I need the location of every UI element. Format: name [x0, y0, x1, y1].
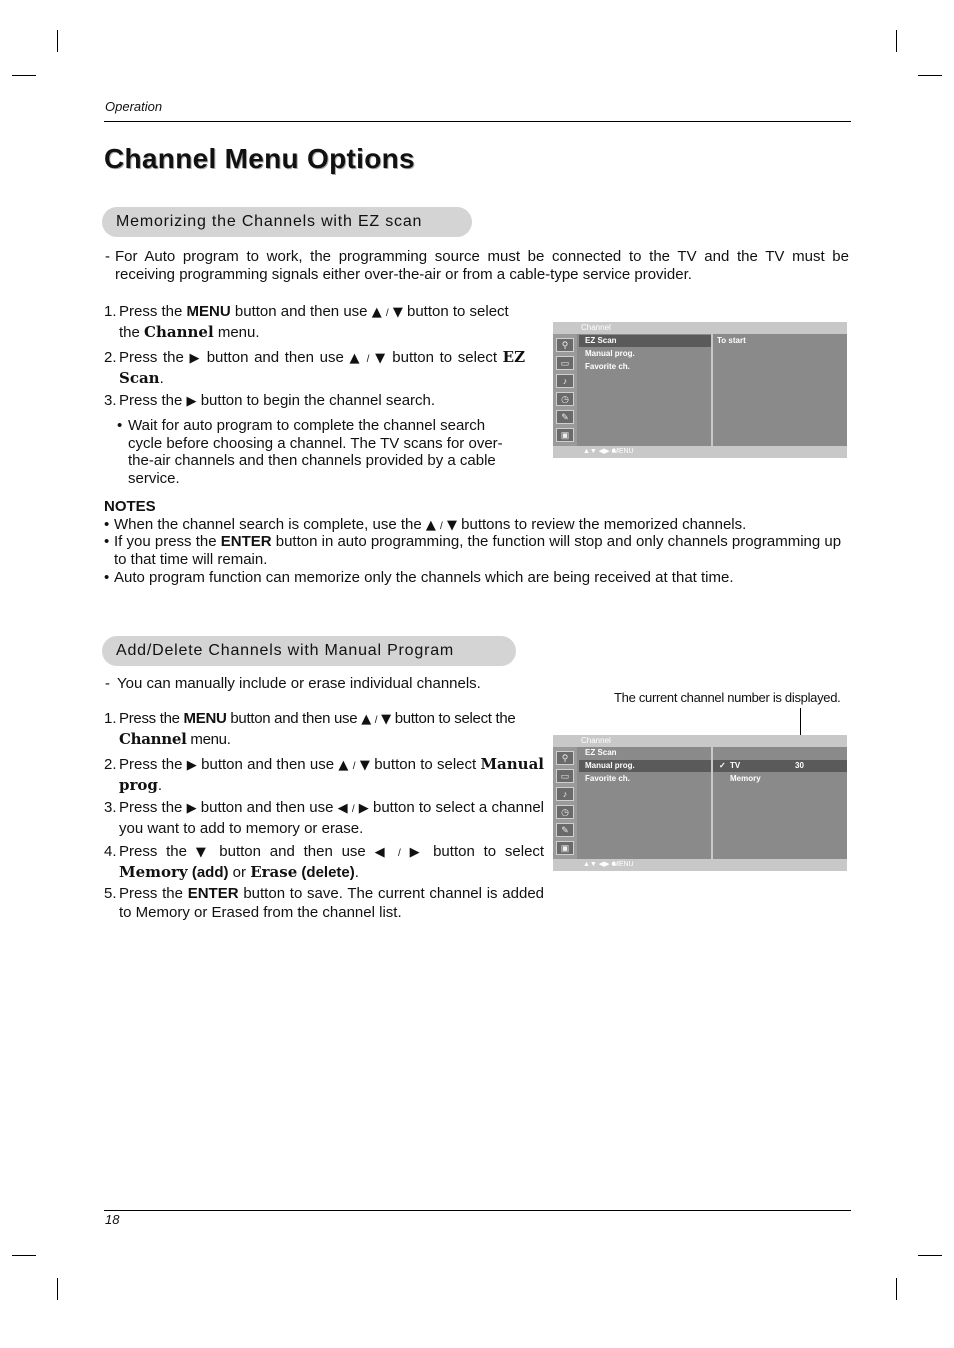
step-text: Press the	[119, 303, 183, 320]
osd-title-bar	[553, 322, 847, 334]
bullet: •	[117, 417, 123, 434]
option-icon: ✎	[556, 823, 574, 837]
bullet: •	[104, 569, 110, 586]
note-text: buttons to review the memorized channels.	[461, 516, 747, 533]
enter-key: ENTER	[187, 885, 239, 902]
step-text: button and then use	[230, 710, 358, 727]
step-text: button to select	[433, 843, 545, 860]
note-item	[104, 569, 852, 587]
right-arrow-icon: ▶	[189, 351, 202, 366]
menu-name: Channel	[119, 730, 187, 748]
slash: /	[366, 354, 370, 365]
osd-item: EZ Scan	[585, 748, 617, 757]
step-text: (add)	[191, 864, 229, 881]
down-arrow-icon: ▼	[375, 351, 387, 366]
intro-paragraph	[104, 248, 849, 284]
step-text: button and then use	[206, 349, 344, 366]
step-text: .	[159, 370, 164, 387]
step-item	[104, 709, 544, 749]
step-item	[104, 884, 544, 922]
section-heading-manual-program	[102, 636, 516, 666]
channel-number: 30	[795, 761, 804, 770]
intro-paragraph	[104, 675, 544, 693]
step-text: button to select the	[119, 303, 509, 341]
right-arrow-icon: ▶	[409, 845, 425, 860]
osd-footer	[553, 859, 847, 871]
up-arrow-icon: ▲	[349, 351, 361, 366]
menu-name: Manual prog	[119, 755, 545, 794]
menu-key: MENU	[183, 710, 227, 727]
step-item	[104, 842, 544, 882]
crop-mark	[12, 1255, 36, 1256]
osd-item: Manual prog.	[579, 760, 711, 772]
step-number: 3.	[104, 392, 117, 409]
lock-icon: ▣	[556, 428, 574, 442]
menu-key: MENU	[186, 303, 231, 320]
sound-icon: ♪	[556, 787, 574, 801]
intro-dash: -	[105, 248, 110, 265]
up-arrow-icon: ▲	[371, 305, 382, 320]
step-text: .	[354, 864, 359, 881]
step-text: button and then use	[200, 799, 334, 816]
slash: /	[398, 848, 401, 859]
step-text: button to save. The current channel is added to Memory or Erased from the channel list.	[119, 885, 545, 921]
option-icon: ✎	[556, 410, 574, 424]
osd-sub-item: To start	[717, 336, 746, 345]
osd-submenu	[713, 747, 847, 859]
osd-icon-column	[553, 747, 577, 859]
crop-mark	[896, 1278, 897, 1300]
intro-dash: -	[105, 675, 110, 692]
osd-menu-ez-scan	[553, 322, 847, 458]
section-heading-text: Memorizing the Channels with EZ scan	[116, 213, 423, 230]
note-item	[104, 533, 852, 569]
step-text: button to select	[392, 349, 497, 366]
note-text: button in auto programming, the function will stop and only channels programming up to that time will remain.	[114, 533, 842, 568]
step-text: Press the	[119, 885, 183, 902]
step-text: menu.	[217, 324, 260, 341]
menu-label: MENU	[613, 861, 634, 868]
antenna-icon: ⚲	[556, 338, 574, 352]
step-text: Press the	[119, 799, 183, 816]
step-text: Press the	[119, 710, 180, 727]
right-arrow-icon: ▶	[186, 394, 197, 409]
section-label: Operation	[105, 99, 163, 114]
bullet: •	[104, 516, 110, 533]
crop-mark	[12, 75, 36, 76]
section-heading-text: Add/Delete Channels with Manual Program	[116, 642, 455, 659]
osd-footer-text: ▲▼ ◀▶ ■ MENU	[583, 448, 634, 455]
step-text: Press the	[119, 349, 184, 366]
page-title: Channel Menu Options	[104, 143, 415, 174]
step-text: (delete)	[301, 864, 355, 881]
slash: /	[385, 308, 389, 319]
osd-footer-text: ▲▼ ◀▶ ■ MENU	[583, 861, 634, 868]
time-icon: ◷	[556, 392, 574, 406]
step-text: button and then use	[234, 303, 368, 320]
osd-footer	[553, 446, 847, 458]
slash: /	[352, 761, 356, 772]
picture-icon: ▭	[556, 769, 574, 783]
step-text: Press the	[119, 843, 187, 860]
step-number: 4.	[104, 843, 117, 860]
step-number: 1.	[104, 710, 117, 727]
osd-item: Favorite ch.	[585, 362, 630, 371]
slash: /	[351, 804, 355, 815]
step-text: button to begin the channel search.	[200, 392, 436, 409]
step-number: 2.	[104, 349, 117, 366]
osd-title: Channel	[581, 736, 611, 745]
up-arrow-icon: ▲	[361, 712, 371, 727]
step-text: button to select	[374, 756, 477, 773]
step-text: Press the	[119, 756, 183, 773]
enter-key: ENTER	[220, 533, 272, 550]
osd-title-bar	[553, 735, 847, 747]
step-number: 2.	[104, 756, 117, 773]
tv-label: TV	[729, 761, 741, 770]
crop-mark	[918, 1255, 942, 1256]
menu-label: MENU	[613, 448, 634, 455]
left-arrow-icon: ◀	[374, 845, 390, 860]
right-arrow-icon: ▶	[358, 801, 369, 816]
right-arrow-icon: ▶	[186, 801, 197, 816]
step-number: 1.	[104, 303, 117, 320]
crop-mark	[896, 30, 897, 52]
bullet-item	[117, 417, 522, 487]
up-arrow-icon: ▲	[338, 758, 349, 773]
intro-text: For Auto program to work, the programming source must be connected to the TV and the TV must be receiving programming signals either over-the-air or from a cable-type service provider.	[115, 248, 849, 283]
picture-icon: ▭	[556, 356, 574, 370]
page-number: 18	[105, 1212, 120, 1227]
osd-icon-column	[553, 334, 577, 446]
step-number: 3.	[104, 799, 117, 816]
step-text: button to select the	[394, 710, 516, 727]
crop-mark	[918, 75, 942, 76]
bullet: •	[104, 533, 110, 550]
osd-title: Channel	[581, 323, 611, 332]
section-heading-ez-scan	[102, 207, 472, 237]
down-arrow-icon: ▼	[359, 758, 370, 773]
osd-caption: The current channel number is displayed.	[614, 690, 841, 705]
note-text: Auto program function can memorize only the channels which are being received at that time.	[114, 569, 734, 586]
osd-item-list	[579, 334, 711, 446]
crop-mark	[57, 1278, 58, 1300]
option-name: Memory	[119, 863, 188, 881]
lock-icon: ▣	[556, 841, 574, 855]
check-icon: ✓	[719, 761, 726, 770]
step-text: button and then use	[219, 843, 366, 860]
header-rule	[104, 121, 851, 122]
left-arrow-icon: ◀	[337, 801, 348, 816]
down-arrow-icon: ▼	[195, 845, 211, 860]
down-arrow-icon: ▼	[381, 712, 391, 727]
step-item	[104, 755, 544, 795]
footer-rule	[104, 1210, 851, 1211]
step-text: button to select a channel you want to add to memory or erase.	[119, 799, 544, 837]
intro-text: You can manually include or erase individual channels.	[117, 675, 481, 692]
menu-name: Channel	[144, 323, 214, 341]
step-text: menu.	[190, 731, 231, 748]
sound-icon: ♪	[556, 374, 574, 388]
step-text: or	[232, 864, 247, 881]
right-arrow-icon: ▶	[186, 758, 197, 773]
step-text: .	[157, 777, 163, 794]
osd-menu-manual-prog	[553, 735, 847, 871]
osd-item-list	[579, 747, 711, 859]
notes-heading: NOTES	[104, 498, 156, 515]
step-text: button and then use	[201, 756, 335, 773]
time-icon: ◷	[556, 805, 574, 819]
osd-sub-item-memory: Memory	[730, 774, 761, 783]
slash: /	[440, 521, 443, 532]
bullet-text: Wait for auto program to complete the channel search cycle before choosing a channel. The TV scans for over-the-air channels and then channels provided by a cable service.	[128, 417, 503, 487]
osd-item: Favorite ch.	[585, 774, 630, 783]
note-text: If you press the	[114, 533, 217, 550]
osd-submenu	[713, 334, 847, 446]
step-item	[104, 798, 544, 838]
step-text: Press the	[119, 392, 183, 409]
menu-name: EZ Scan	[119, 348, 526, 387]
step-item	[104, 348, 525, 388]
step-number: 5.	[104, 885, 117, 902]
option-name: Erase	[250, 863, 298, 881]
slash: /	[374, 715, 378, 726]
step-item	[104, 302, 525, 342]
down-arrow-icon: ▼	[446, 518, 457, 533]
osd-sub-item-tv	[713, 760, 847, 772]
osd-item: EZ Scan	[579, 335, 711, 347]
up-arrow-icon: ▲	[425, 518, 436, 533]
crop-mark	[57, 30, 58, 52]
step-item	[104, 391, 525, 411]
osd-item: Manual prog.	[585, 349, 635, 358]
down-arrow-icon: ▼	[392, 305, 403, 320]
antenna-icon: ⚲	[556, 751, 574, 765]
note-text: When the channel search is complete, use the	[114, 516, 422, 533]
